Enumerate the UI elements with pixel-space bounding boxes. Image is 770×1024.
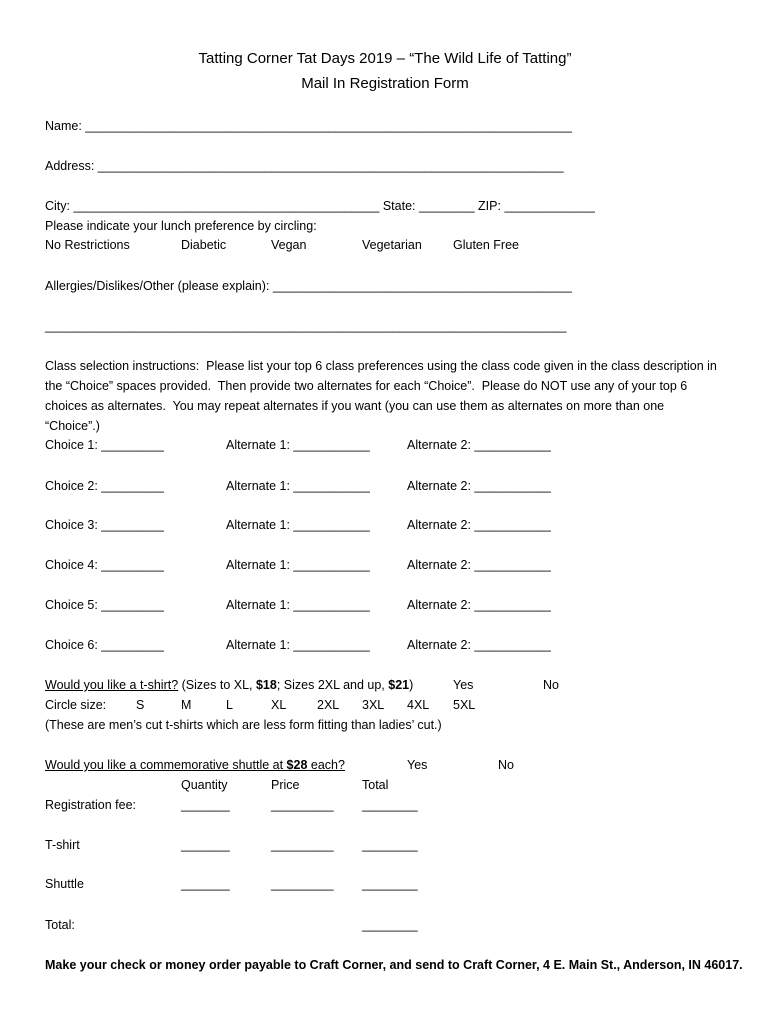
- class-instructions-line: Class selection instructions: Please list your top 6 class preferences using the class code given in the class description in: [45, 359, 717, 373]
- shuttle-total-field[interactable]: ________: [362, 877, 418, 891]
- name-field[interactable]: Name: ______________________________________________________________________: [45, 119, 572, 133]
- size-option-xl[interactable]: XL: [271, 698, 287, 712]
- size-option-l[interactable]: L: [226, 698, 233, 712]
- class-instructions-line: “Choice”.): [45, 419, 100, 433]
- shuttle-question: Would you like a commemorative shuttle at $28 each?: [45, 758, 345, 772]
- size-option-5xl[interactable]: 5XL: [453, 698, 476, 712]
- tshirt-question: Would you like a t-shirt? (Sizes to XL, $18; Sizes 2XL and up, $21): [45, 678, 414, 692]
- size-option-s[interactable]: S: [136, 698, 145, 712]
- lunch-prompt: Please indicate your lunch preference by circling:: [45, 219, 317, 233]
- choice-3-alternate-2[interactable]: Alternate 2: ___________: [407, 518, 551, 532]
- choice-2-field[interactable]: Choice 2: _________: [45, 479, 164, 493]
- choice-4-alternate-2[interactable]: Alternate 2: ___________: [407, 558, 551, 572]
- choice-4-alternate-1[interactable]: Alternate 1: ___________: [226, 558, 370, 572]
- tshirt-qty-field[interactable]: _______: [181, 838, 230, 852]
- grand-total-field[interactable]: ________: [362, 918, 418, 932]
- payment-instructions: Make your check or money order payable to Craft Corner, and send to Craft Corner, 4 E. Main St., Anderson, IN 46017.: [45, 958, 743, 972]
- city-state-zip-field[interactable]: City: ____________________________________________ State: ________ ZIP: _____________: [45, 199, 595, 213]
- shuttle-price-field[interactable]: _________: [271, 877, 334, 891]
- fees-header-quantity: Quantity: [181, 778, 228, 792]
- lunch-option-vegetarian[interactable]: Vegetarian: [362, 238, 422, 252]
- size-option-m[interactable]: M: [181, 698, 192, 712]
- choice-1-field[interactable]: Choice 1: _________: [45, 438, 164, 452]
- lunch-option-vegan[interactable]: Vegan: [271, 238, 307, 252]
- registration-total-field[interactable]: ________: [362, 798, 418, 812]
- choice-5-alternate-2[interactable]: Alternate 2: ___________: [407, 598, 551, 612]
- registration-qty-field[interactable]: _______: [181, 798, 230, 812]
- fees-header-total: Total: [362, 778, 389, 792]
- choice-1-alternate-2[interactable]: Alternate 2: ___________: [407, 438, 551, 452]
- class-instructions-line: choices as alternates. You may repeat alternates if you want (you can use them as alternates on more than one: [45, 399, 665, 413]
- tshirt-note: (These are men’s cut t-shirts which are less form fitting than ladies’ cut.): [45, 718, 442, 732]
- lunch-option-gluten-free[interactable]: Gluten Free: [453, 238, 520, 252]
- shuttle-no-option[interactable]: No: [498, 758, 514, 772]
- choice-6-alternate-1[interactable]: Alternate 1: ___________: [226, 638, 370, 652]
- lunch-option-diabetic[interactable]: Diabetic: [181, 238, 227, 252]
- choice-6-field[interactable]: Choice 6: _________: [45, 638, 164, 652]
- size-option-4xl[interactable]: 4XL: [407, 698, 430, 712]
- size-option-2xl[interactable]: 2XL: [317, 698, 340, 712]
- choice-5-field[interactable]: Choice 5: _________: [45, 598, 164, 612]
- choice-2-alternate-1[interactable]: Alternate 1: ___________: [226, 479, 370, 493]
- form-title: Tatting Corner Tat Days 2019 – “The Wild Life of Tatting”: [198, 50, 572, 67]
- form-subtitle: Mail In Registration Form: [301, 75, 469, 92]
- grand-total-label: Total:: [45, 918, 75, 932]
- tshirt-total-field[interactable]: ________: [362, 838, 418, 852]
- fees-header-price: Price: [271, 778, 300, 792]
- fee-row-label: Registration fee:: [45, 798, 137, 812]
- shuttle-yes-option[interactable]: Yes: [407, 758, 428, 772]
- tshirt-price-field[interactable]: _________: [271, 838, 334, 852]
- choice-2-alternate-2[interactable]: Alternate 2: ___________: [407, 479, 551, 493]
- fee-row-label: Shuttle: [45, 877, 84, 891]
- choice-5-alternate-1[interactable]: Alternate 1: ___________: [226, 598, 370, 612]
- choice-3-field[interactable]: Choice 3: _________: [45, 518, 164, 532]
- choice-4-field[interactable]: Choice 4: _________: [45, 558, 164, 572]
- class-instructions-line: the “Choice” spaces provided. Then provide two alternates for each “Choice”. Please do NOT use any of your top 6: [45, 379, 688, 393]
- allergies-extra-line[interactable]: ___________________________________________________________________________: [45, 319, 567, 333]
- choice-1-alternate-1[interactable]: Alternate 1: ___________: [226, 438, 370, 452]
- fee-row-label: T-shirt: [45, 838, 80, 852]
- tshirt-yes-option[interactable]: Yes: [453, 678, 474, 692]
- circle-size-label: Circle size:: [45, 698, 107, 712]
- shuttle-qty-field[interactable]: _______: [181, 877, 230, 891]
- choice-6-alternate-2[interactable]: Alternate 2: ___________: [407, 638, 551, 652]
- choice-3-alternate-1[interactable]: Alternate 1: ___________: [226, 518, 370, 532]
- lunch-option-no-restrictions[interactable]: No Restrictions: [45, 238, 130, 252]
- allergies-field[interactable]: Allergies/Dislikes/Other (please explain): ___________________________________________: [45, 279, 572, 293]
- address-field[interactable]: Address: ___________________________________________________________________: [45, 159, 564, 173]
- registration-price-field[interactable]: _________: [271, 798, 334, 812]
- tshirt-no-option[interactable]: No: [543, 678, 559, 692]
- size-option-3xl[interactable]: 3XL: [362, 698, 385, 712]
